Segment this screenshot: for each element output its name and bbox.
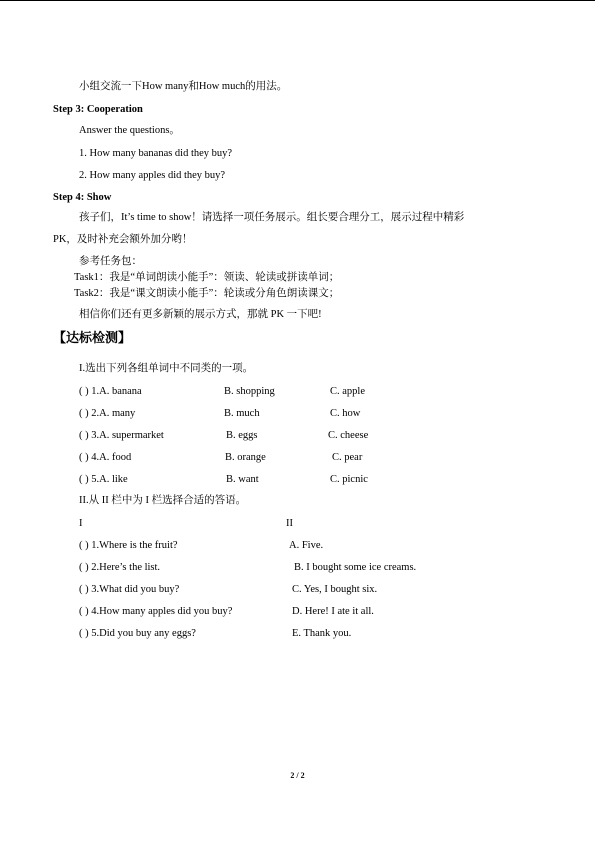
part1-row-2-option-b: B. much xyxy=(224,408,260,419)
part2-row-4-question: ( ) 4.How many apples did you buy? xyxy=(79,606,233,617)
part1-row-3-item: ( ) 3.A. supermarket xyxy=(79,430,164,441)
part2-row-1-answer: A. Five. xyxy=(289,540,324,551)
part1-row-4-option-c: C. pear xyxy=(332,452,363,463)
tasks-label: 参考任务包： xyxy=(79,256,142,267)
part1-row-5-option-b: B. want xyxy=(226,474,259,485)
step4-paragraph-line1: 孩子们，It’s time to show！请选择一项任务展示。组长要合理分工，展示过程中精彩 xyxy=(79,212,465,223)
part1-row-4-item: ( ) 4.A. food xyxy=(79,452,132,463)
part2-column-i-header: I xyxy=(79,518,83,529)
part1-instruction: I.选出下列各组单词中不同类的一项。 xyxy=(79,363,254,374)
header-rule xyxy=(0,0,595,1)
part2-instruction: II.从 II 栏中为 I 栏选择合适的答语。 xyxy=(79,495,247,506)
part1-row-1-option-c: C. apple xyxy=(330,386,365,397)
task-2: Task2：我是“课文朗读小能手”：轮读或分角色朗读课文； xyxy=(74,288,340,299)
section-title: 【达标检测】 xyxy=(53,330,132,345)
discussion-line: 小组交流一下How many和How much的用法。 xyxy=(79,81,288,92)
step3-title: Step 3: Cooperation xyxy=(53,104,143,115)
step4-title: Step 4: Show xyxy=(53,192,112,203)
part2-row-2-question: ( ) 2.Here’s the list. xyxy=(79,562,161,573)
part2-row-3-answer: C. Yes, I bought six. xyxy=(292,584,378,595)
part2-row-4-answer: D. Here! I ate it all. xyxy=(292,606,374,617)
page-number: 2 / 2 xyxy=(290,771,305,780)
part2-row-2-answer: B. I bought some ice creams. xyxy=(294,562,417,573)
part2-row-1-question: ( ) 1.Where is the fruit? xyxy=(79,540,178,551)
part2-row-3-question: ( ) 3.What did you buy? xyxy=(79,584,180,595)
part1-row-4-option-b: B. orange xyxy=(225,452,266,463)
part1-row-1-option-b: B. shopping xyxy=(224,386,275,397)
part2-column-ii-header: II xyxy=(286,518,293,529)
part2-row-5-answer: E. Thank you. xyxy=(292,628,352,639)
part2-row-5-question: ( ) 5.Did you buy any eggs? xyxy=(79,628,196,639)
part1-row-5-option-c: C. picnic xyxy=(330,474,368,485)
part1-row-2-item: ( ) 2.A. many xyxy=(79,408,136,419)
part1-row-5-item: ( ) 5.A. like xyxy=(79,474,128,485)
step3-question-1: 1. How many bananas did they buy? xyxy=(79,148,233,159)
step4-closing: 相信你们还有更多新颖的展示方式，那就 PK 一下吧! xyxy=(79,309,322,320)
part1-row-1-item: ( ) 1.A. banana xyxy=(79,386,142,397)
part1-row-3-option-c: C. cheese xyxy=(328,430,369,441)
step3-question-2: 2. How many apples did they buy? xyxy=(79,170,226,181)
part1-row-3-option-b: B. eggs xyxy=(226,430,258,441)
task-1: Task1：我是“单词朗读小能手”：领读、轮读或拼读单词； xyxy=(74,272,340,283)
part1-row-2-option-c: C. how xyxy=(330,408,361,419)
step3-instruction: Answer the questions。 xyxy=(79,125,180,136)
step4-paragraph-line2: PK，及时补充会额外加分哟！ xyxy=(53,234,193,245)
